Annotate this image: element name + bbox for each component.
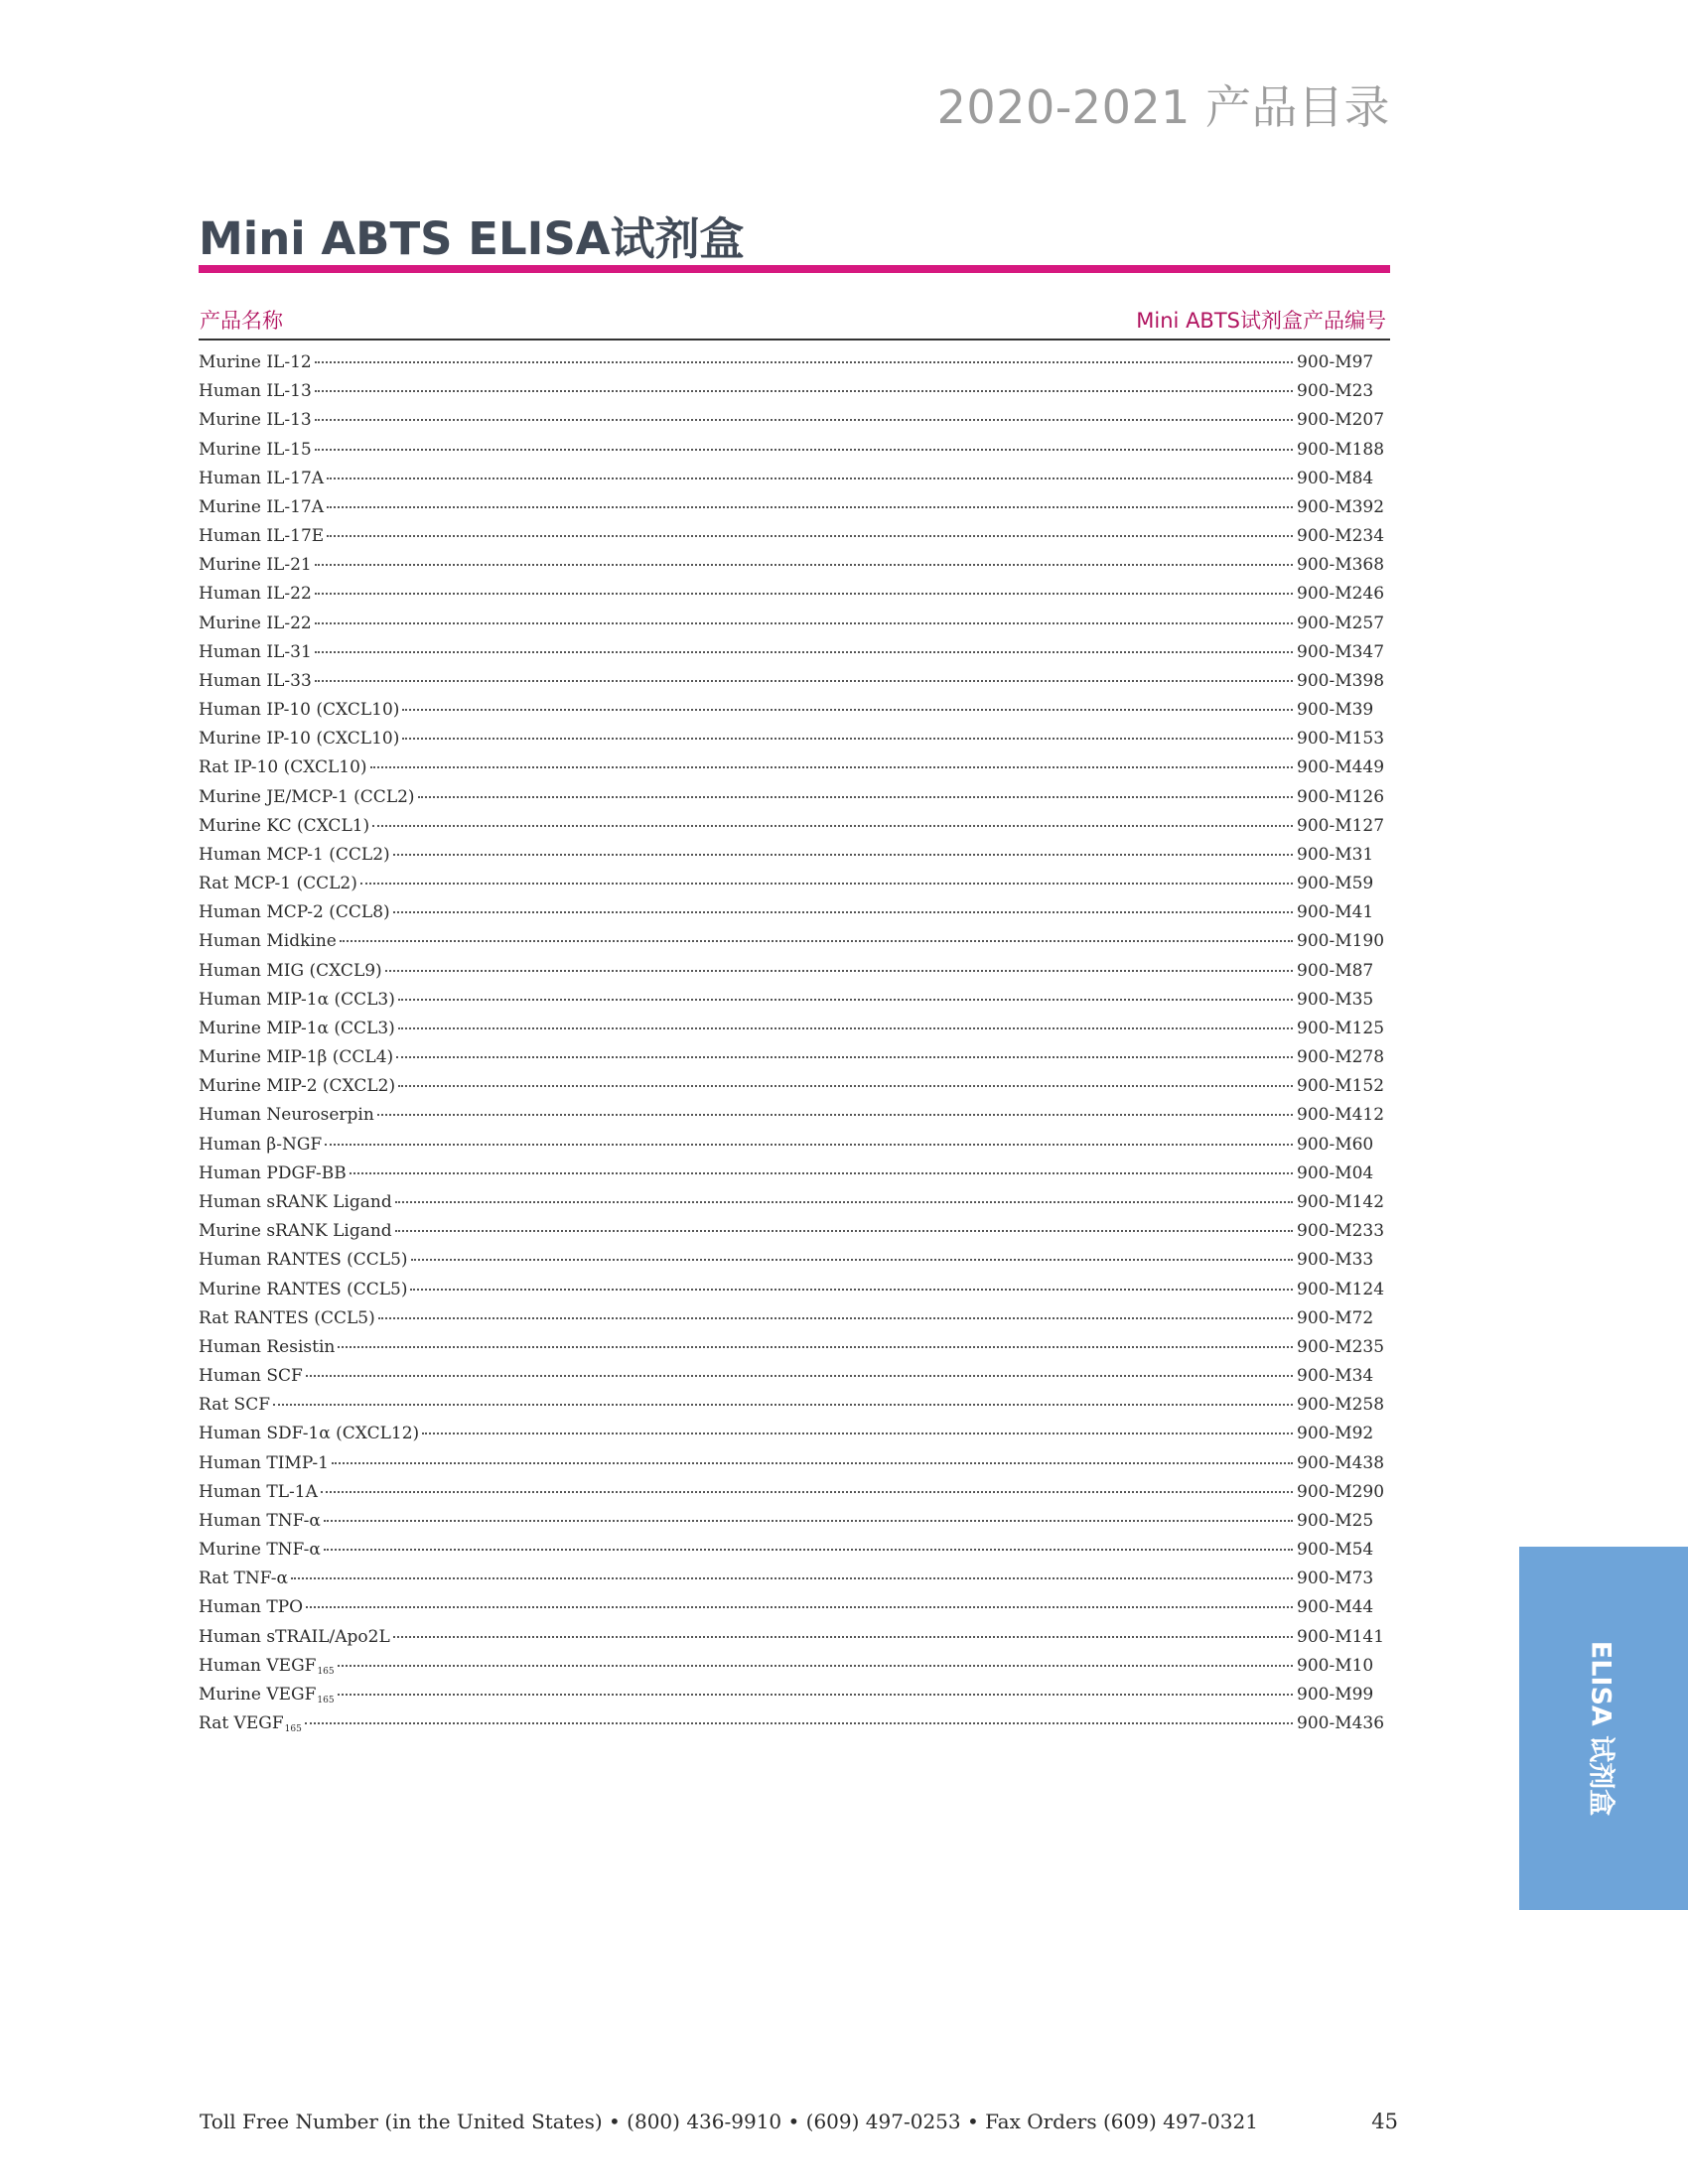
product-name-text: Murine KC (CXCL1): [199, 815, 370, 836]
product-name: [199, 1135, 322, 1155]
product-code: 900-M126: [1297, 786, 1385, 807]
product-row: [199, 584, 1386, 613]
product-row: [199, 1192, 1386, 1221]
product-row: [199, 700, 1386, 729]
product-code: 900-M278: [1297, 1047, 1385, 1068]
product-name: [199, 1424, 419, 1443]
product-name-text: Human VEGF: [199, 1655, 317, 1676]
product-code: 900-M449: [1297, 757, 1385, 778]
product-code: 900-M412: [1297, 1105, 1385, 1126]
product-name-text: Human Neuroserpin: [199, 1105, 374, 1126]
product-row: [199, 931, 1386, 960]
dot-leader: [372, 825, 1293, 827]
product-name: [199, 816, 369, 836]
column-header-divider: [199, 339, 1390, 341]
page-number: 45: [1371, 2110, 1398, 2133]
product-name: [199, 1308, 375, 1328]
dot-leader: [378, 1317, 1293, 1319]
dot-leader: [315, 622, 1293, 624]
product-name-text: Rat RANTES (CCL5): [199, 1307, 375, 1328]
section-title: Mini ABTS ELISA试剂盒: [199, 212, 745, 265]
product-code: 900-M23: [1297, 381, 1374, 402]
dot-leader: [315, 593, 1293, 595]
product-row: [199, 671, 1386, 700]
product-row: [199, 469, 1386, 497]
product-code: 900-M72: [1297, 1307, 1374, 1328]
product-code: 900-M368: [1297, 555, 1385, 576]
product-name: [199, 584, 312, 604]
product-name-text: Rat TNF-α: [199, 1569, 289, 1589]
product-name-text: Human TPO: [199, 1597, 304, 1618]
dot-leader: [306, 1606, 1293, 1608]
product-code: 900-M234: [1297, 526, 1385, 547]
product-name: [199, 1047, 393, 1067]
dot-leader: [350, 1172, 1293, 1174]
product-code: 900-M59: [1297, 874, 1374, 894]
product-name-text: Murine IL-17A: [199, 496, 324, 517]
product-name-text: Human TNF-α: [199, 1510, 321, 1531]
product-name-text: Human IL-17A: [199, 468, 325, 488]
product-row: [199, 1308, 1386, 1337]
product-row: [199, 642, 1386, 671]
product-row: [199, 1569, 1386, 1597]
dot-leader: [332, 1462, 1293, 1464]
product-name-text: Human sRANK Ligand: [199, 1191, 392, 1212]
product-row: [199, 1656, 1386, 1685]
dot-leader: [395, 1201, 1293, 1203]
product-name: [199, 1656, 335, 1677]
dot-leader: [396, 1056, 1293, 1058]
product-name: [199, 1627, 390, 1647]
product-name: [199, 874, 357, 893]
product-row: [199, 440, 1386, 469]
dot-leader: [377, 1114, 1293, 1116]
product-code: 900-M258: [1297, 1395, 1385, 1416]
product-name: [199, 1105, 374, 1125]
product-name: [199, 1076, 395, 1096]
product-code: 900-M25: [1297, 1510, 1374, 1531]
product-name: [199, 1163, 347, 1183]
product-name-text: Murine VEGF: [199, 1684, 317, 1705]
dot-leader: [321, 1491, 1293, 1493]
product-name: [199, 757, 367, 777]
product-row: [199, 1597, 1386, 1626]
product-name: [199, 990, 395, 1010]
product-row: [199, 1482, 1386, 1511]
product-row: [199, 526, 1386, 555]
product-code: 900-M235: [1297, 1336, 1385, 1357]
dot-leader: [327, 478, 1293, 479]
product-row: [199, 555, 1386, 584]
product-name: [199, 614, 312, 633]
product-name-text: Human IL-33: [199, 670, 312, 691]
product-code: 900-M188: [1297, 439, 1385, 460]
product-row: [199, 902, 1386, 931]
product-code: 900-M41: [1297, 902, 1374, 923]
product-name: [199, 440, 312, 460]
dot-leader: [306, 1375, 1293, 1377]
dot-leader: [385, 970, 1293, 972]
product-code: 900-M290: [1297, 1481, 1385, 1502]
product-code: 900-M87: [1297, 960, 1374, 981]
product-name: [199, 642, 312, 662]
dot-leader: [324, 1549, 1293, 1551]
column-header-product-code: Mini ABTS试剂盒产品编号: [1136, 309, 1386, 333]
dot-leader: [398, 999, 1293, 1001]
dot-leader: [324, 1520, 1293, 1522]
product-code: 900-M125: [1297, 1018, 1385, 1038]
side-tab-label: ELISA 试剂盒: [1585, 1640, 1617, 1817]
product-code: 900-M152: [1297, 1076, 1385, 1097]
product-row: [199, 787, 1386, 816]
product-name-text: Human MIP-1α (CCL3): [199, 989, 395, 1010]
product-code: 900-M04: [1297, 1162, 1374, 1183]
product-code: 900-M39: [1297, 700, 1374, 721]
product-name: [199, 1280, 407, 1299]
product-name-text: Murine IL-21: [199, 555, 312, 576]
product-row: [199, 1250, 1386, 1279]
product-name-text: Murine sRANK Ligand: [199, 1221, 392, 1242]
dot-leader: [315, 651, 1293, 653]
product-name-text: Human Midkine: [199, 931, 337, 952]
product-name-text: Human TL-1A: [199, 1481, 318, 1502]
product-code: 900-M190: [1297, 931, 1385, 952]
dot-leader: [325, 1144, 1293, 1146]
product-row: [199, 497, 1386, 526]
product-row: [199, 1019, 1386, 1047]
product-name: [199, 1221, 392, 1241]
product-code: 900-M257: [1297, 613, 1385, 633]
product-row: [199, 1047, 1386, 1076]
product-name: [199, 497, 324, 517]
product-row: [199, 1337, 1386, 1366]
dot-leader: [338, 1665, 1293, 1667]
dot-leader: [393, 854, 1293, 856]
product-name: [199, 352, 312, 372]
product-code: 900-M60: [1297, 1134, 1374, 1155]
product-row: [199, 1627, 1386, 1656]
product-name-text: Human IL-31: [199, 641, 312, 662]
dot-leader: [315, 361, 1293, 363]
product-name-text: Human RANTES (CCL5): [199, 1250, 408, 1271]
product-code: 900-M398: [1297, 670, 1385, 691]
product-name-text: Murine MIP-2 (CXCL2): [199, 1076, 396, 1097]
product-code: 900-M436: [1297, 1713, 1385, 1734]
dot-leader: [370, 766, 1293, 768]
product-code: 900-M127: [1297, 815, 1385, 836]
product-name: [199, 1540, 321, 1560]
product-code: 900-M97: [1297, 352, 1374, 372]
section-title-underline: [199, 265, 1390, 273]
product-name-text: Murine MIP-1α (CCL3): [199, 1018, 395, 1038]
product-name: [199, 1685, 335, 1706]
column-header-product-name: 产品名称: [200, 309, 283, 333]
product-row: [199, 1076, 1386, 1105]
product-name-text: Murine MIP-1β (CCL4): [199, 1047, 394, 1068]
product-code: 900-M233: [1297, 1221, 1385, 1242]
product-name-text: Murine IL-12: [199, 352, 312, 372]
dot-leader: [315, 419, 1293, 421]
product-name-text: Human IL-22: [199, 584, 312, 605]
product-name: [199, 1569, 288, 1588]
product-name-text: Human MCP-2 (CCL8): [199, 902, 390, 923]
dot-leader: [327, 506, 1293, 508]
product-code: 900-M31: [1297, 844, 1374, 865]
product-code: 900-M84: [1297, 468, 1374, 488]
product-name: [199, 1192, 392, 1212]
product-name: [199, 1482, 318, 1502]
product-name: [199, 845, 390, 865]
product-code: 900-M392: [1297, 496, 1385, 517]
product-name: [199, 1511, 321, 1531]
product-row: [199, 1163, 1386, 1192]
product-row: [199, 1395, 1386, 1424]
product-row: [199, 1685, 1386, 1713]
product-row: [199, 1280, 1386, 1308]
product-name-text: Human SDF-1α (CXCL12): [199, 1424, 420, 1444]
product-name: [199, 1019, 395, 1038]
product-name: [199, 469, 324, 488]
product-code: 900-M10: [1297, 1655, 1374, 1676]
product-code: 900-M73: [1297, 1569, 1374, 1589]
product-row: [199, 816, 1386, 845]
dot-leader: [327, 535, 1293, 537]
product-name-text: Human MCP-1 (CCL2): [199, 844, 390, 865]
product-name: [199, 1453, 329, 1473]
product-name-text: Murine RANTES (CCL5): [199, 1279, 408, 1299]
product-row: [199, 1221, 1386, 1250]
product-name-text: Rat VEGF: [199, 1713, 284, 1734]
product-name-text: Human MIG (CXCL9): [199, 960, 382, 981]
dot-leader: [338, 1694, 1293, 1696]
dot-leader: [338, 1346, 1293, 1348]
product-code: 900-M347: [1297, 641, 1385, 662]
catalog-title: 2020-2021 产品目录: [936, 80, 1390, 134]
product-row: [199, 1540, 1386, 1569]
dot-leader: [418, 796, 1293, 798]
dot-leader: [395, 1230, 1293, 1232]
product-name: [199, 787, 415, 807]
product-name: [199, 1366, 303, 1386]
footer-contact: Toll Free Number (in the United States) • (800) 436-9910 • (609) 497-0253 • Fax Orders (609) 497-0321: [200, 2110, 1258, 2133]
dot-leader: [411, 1259, 1293, 1261]
product-name-text: Human β-NGF: [199, 1134, 323, 1155]
dot-leader: [305, 1722, 1293, 1724]
product-code: 900-M207: [1297, 410, 1385, 431]
product-code: 900-M438: [1297, 1452, 1385, 1473]
dot-leader: [402, 738, 1293, 740]
product-code: 900-M35: [1297, 989, 1374, 1010]
product-name: [199, 961, 382, 981]
product-code: 900-M44: [1297, 1597, 1374, 1618]
product-name-text: Rat IP-10 (CXCL10): [199, 757, 367, 778]
product-name-text: Human IL-13: [199, 381, 312, 402]
product-code: 900-M246: [1297, 584, 1385, 605]
product-row: [199, 990, 1386, 1019]
product-name: [199, 671, 312, 691]
dot-leader: [422, 1433, 1293, 1434]
product-name-text: Human SCF: [199, 1366, 303, 1387]
product-name: [199, 1395, 270, 1415]
product-row: [199, 381, 1386, 410]
dot-leader: [398, 1027, 1293, 1029]
product-code: 900-M124: [1297, 1279, 1385, 1299]
product-code: 900-M54: [1297, 1540, 1374, 1561]
dot-leader: [315, 680, 1293, 682]
product-name: [199, 381, 312, 401]
dot-leader: [393, 911, 1293, 913]
dot-leader: [273, 1404, 1293, 1406]
dot-leader: [410, 1289, 1293, 1291]
product-name-text: Rat SCF: [199, 1395, 271, 1416]
product-row: [199, 1424, 1386, 1452]
dot-leader: [340, 940, 1293, 942]
product-row: [199, 874, 1386, 902]
dot-leader: [291, 1577, 1293, 1579]
product-row: [199, 1135, 1386, 1163]
product-name-subscript: 165: [317, 1666, 335, 1677]
product-name: [199, 1337, 335, 1357]
product-name: [199, 555, 312, 575]
product-code: 900-M142: [1297, 1191, 1385, 1212]
product-name-text: Human PDGF-BB: [199, 1162, 347, 1183]
product-row: [199, 1453, 1386, 1482]
product-row: [199, 1713, 1386, 1742]
product-code: 900-M141: [1297, 1626, 1385, 1647]
product-name: [199, 526, 324, 546]
dot-leader: [315, 564, 1293, 566]
product-name-text: Human sTRAIL/Apo2L: [199, 1626, 390, 1647]
product-name: [199, 1597, 303, 1617]
product-name: [199, 1250, 408, 1270]
product-name: [199, 1713, 302, 1734]
dot-leader: [393, 1636, 1293, 1638]
product-row: [199, 1511, 1386, 1540]
product-row: [199, 1105, 1386, 1134]
product-row: [199, 614, 1386, 642]
dot-leader: [402, 709, 1293, 711]
product-row: [199, 757, 1386, 786]
product-code: 900-M33: [1297, 1250, 1374, 1271]
product-name: [199, 931, 337, 951]
product-name-text: Murine TNF-α: [199, 1540, 321, 1561]
product-code: 900-M99: [1297, 1684, 1374, 1705]
dot-leader: [360, 883, 1293, 885]
product-row: [199, 1366, 1386, 1395]
product-name: [199, 410, 312, 430]
product-row: [199, 352, 1386, 381]
product-row: [199, 410, 1386, 439]
product-name-subscript: 165: [317, 1695, 335, 1706]
dot-leader: [315, 449, 1293, 451]
product-name-text: Murine IL-22: [199, 613, 312, 633]
product-name-text: Human TIMP-1: [199, 1452, 329, 1473]
product-row: [199, 845, 1386, 874]
product-name-text: Human IL-17E: [199, 526, 325, 547]
product-name-text: Murine JE/MCP-1 (CCL2): [199, 786, 415, 807]
product-list: [199, 352, 1386, 1742]
product-name: [199, 729, 399, 749]
product-name: [199, 700, 399, 720]
product-name-text: Murine IP-10 (CXCL10): [199, 729, 400, 750]
product-row: [199, 961, 1386, 990]
dot-leader: [315, 390, 1293, 392]
product-name-subscript: 165: [284, 1724, 302, 1735]
product-name-text: Murine IL-15: [199, 439, 312, 460]
product-code: 900-M34: [1297, 1366, 1374, 1387]
product-code: 900-M153: [1297, 729, 1385, 750]
product-name-text: Human IP-10 (CXCL10): [199, 700, 400, 721]
dot-leader: [398, 1085, 1293, 1087]
product-name-text: Human Resistin: [199, 1336, 336, 1357]
product-row: [199, 729, 1386, 757]
product-code: 900-M92: [1297, 1424, 1374, 1444]
product-name-text: Rat MCP-1 (CCL2): [199, 874, 357, 894]
side-tab-elisa: [1519, 1547, 1688, 1910]
product-name: [199, 902, 390, 922]
product-name-text: Murine IL-13: [199, 410, 312, 431]
